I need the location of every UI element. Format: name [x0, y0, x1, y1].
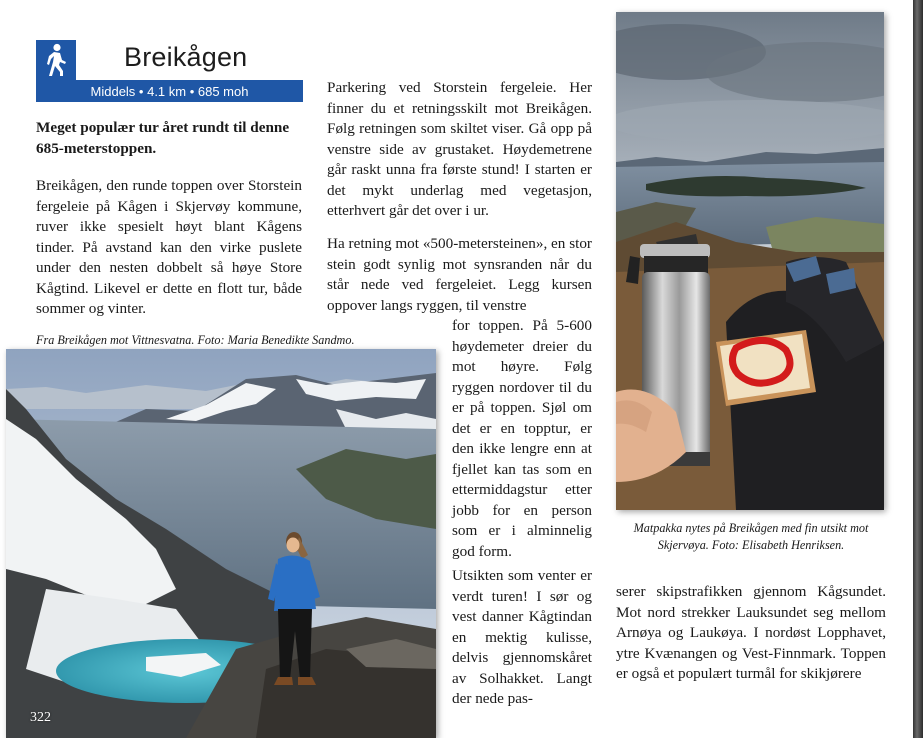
direction-paragraph-cont: for toppen. På 5-600 høydemeter dreier du mot høyre. Følg ryggen nordover til du er på toppen. Sjøl om det er en topptur, er den ikke lengre enn at fjellet kan tas som en ettermiddagstur etter jobb for en person som er i alminnelig god form.: [452, 317, 592, 560]
direction-paragraph: Ha retning mot «500-metersteinen», en stor stein godt synlig mot synsranden når du står nede ved fergeleiet. Legg kursen oppover langs ryggen, til venstre: [327, 235, 592, 314]
route-paragraph: Parkering ved Storstein fergeleie. Her finner du et retningsskilt mot Breikågen. Følg retningen som skiltet viser. Gå opp på venstre side av grustaket. Høydemetrene går raskt unna fra første stund! I starten er det mykt underlag med vegetasjon, etterhvert går det over i ur.: [327, 79, 592, 219]
page-title: Breikågen: [124, 42, 248, 72]
lead-paragraph: Meget populær tur året rundt til denne 685-meterstoppen.: [36, 119, 290, 157]
hike-meta-bar: Middels • 4.1 km • 685 moh: [36, 80, 303, 102]
intro-paragraph: Breikågen, den runde toppen over Storstein fergeleie på Kågen i Skjervøy kommune, ruver ikke spesielt høyt blant Kågens tinder. På avstand kan den virke puslete under den nesten dobbelt så høye Store Kågtind. Likevel er dette en flott tur, både sommer og vinter.: [36, 177, 302, 317]
mountain-view-photo: [6, 349, 436, 738]
page-number: 322: [30, 710, 51, 725]
page-edge: [913, 0, 923, 738]
hiker-icon: [36, 40, 76, 80]
photo2-caption: Matpakka nytes på Breikågen med fin utsikt mot Skjervøya. Foto: Elisabeth Henriksen.: [633, 521, 869, 552]
view-paragraph: Utsikten som venter er verdt turen! I sør og vest danner Kågtindan en mektig kulisse, delvis gjennomskåret av Solhakket. Langt der nede pas-: [452, 567, 592, 707]
view-paragraph-cont: serer skipstrafikken gjennom Kågsundet. Mot nord strekker Lauksundet seg mellom Arnøya og Laukøya. I nordøst Lopphavet, ytre Kvænangen og Vest-Finnmark. Toppen er også et populært turmål for skikjørere: [616, 583, 886, 682]
lunch-break-photo: [616, 12, 884, 510]
photo1-caption: Fra Breikågen mot Vittnesvatna. Foto: Maria Benedikte Sandmo.: [36, 333, 355, 347]
hike-header: [36, 40, 303, 102]
